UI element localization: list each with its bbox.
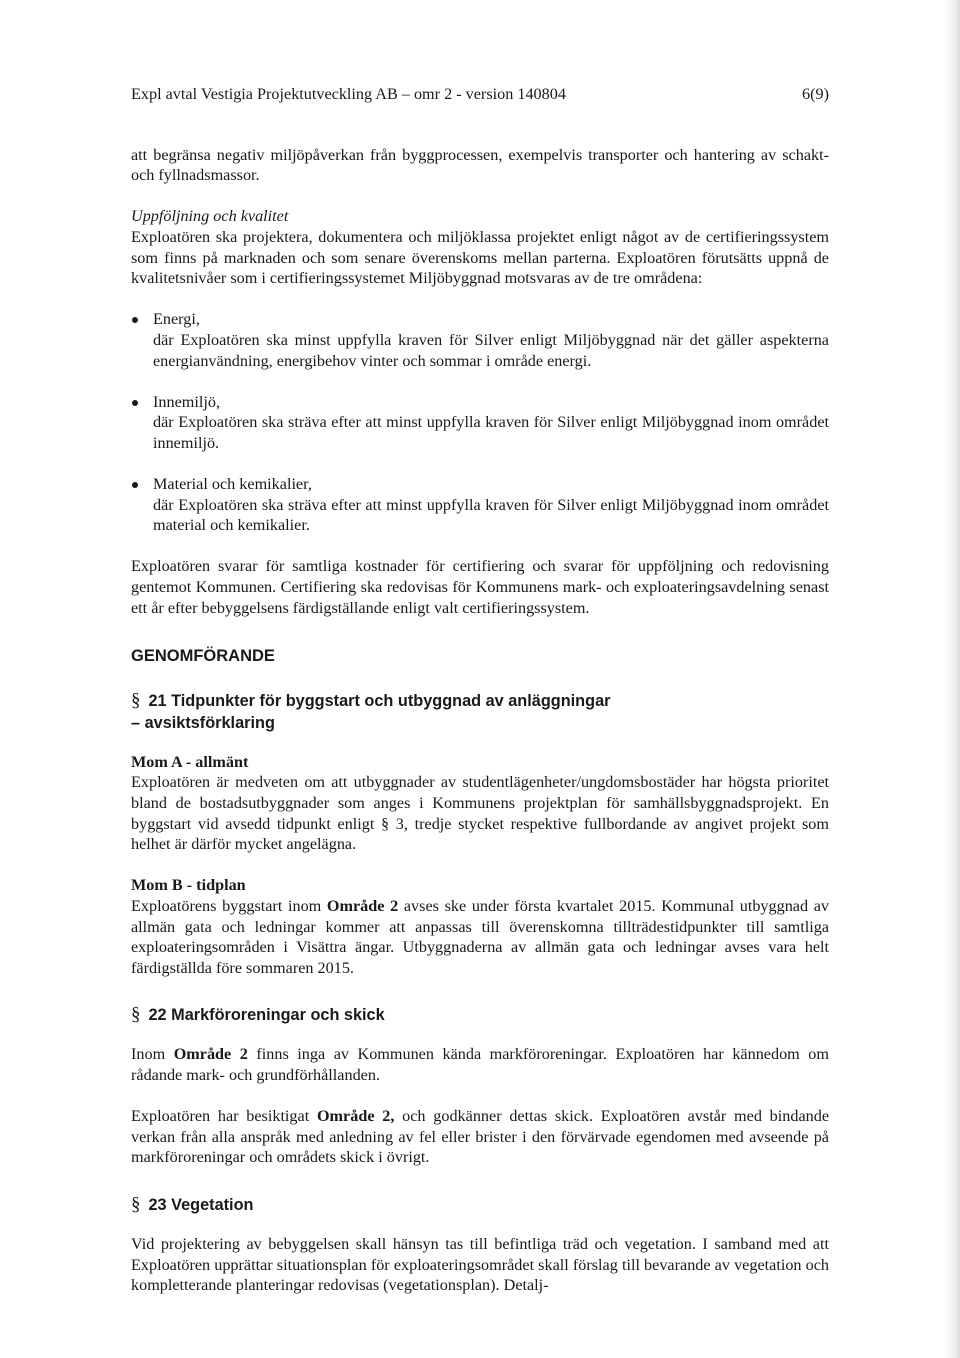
section-23-heading bbox=[131, 1194, 829, 1216]
document-page bbox=[131, 84, 829, 1296]
s22-p2-start: Exploatören har besiktigat bbox=[131, 1107, 317, 1126]
section-21-heading bbox=[131, 690, 829, 734]
list-item-title: Material och kemikalier, bbox=[153, 475, 312, 494]
mom-b-area-name: Område 2 bbox=[326, 897, 399, 915]
section-21-title: 21 Tidpunkter för byggstart och utbyggnad av anläggningar bbox=[148, 691, 611, 710]
section-22-heading bbox=[131, 1004, 829, 1026]
mom-a-heading: Mom A - allmänt bbox=[131, 752, 249, 771]
s22-p2-end: och godkänner dettas skick. Exploatören avstår med bindande verkan från alla anspråk med anledning av fel eller brister i den förvärvade egendomen med avseende på markföroreningar och områdets skick i övrigt. bbox=[131, 1107, 830, 1167]
list-item-text: där Exploatören ska minst uppfylla kraven för Silver enligt Miljöbyggnad när det gäller aspekterna energianvändning, energibehov vinter och sommar i område energi. bbox=[153, 330, 829, 370]
intro-paragraph: att begränsa negativ miljöpåverkan från byggprocessen, exempelvis transporter och hantering av schakt- och fyllnadsmassor. bbox=[131, 145, 829, 185]
paragraph-sign-icon: § bbox=[131, 1193, 141, 1215]
list-item bbox=[131, 392, 829, 454]
section-22-paragraph-2 bbox=[131, 1106, 829, 1168]
uppfoljning-heading: Uppföljning och kvalitet bbox=[131, 207, 289, 226]
mom-b-text-start: Exploatörens byggstart inom bbox=[131, 897, 327, 915]
uppfoljning-paragraph: Exploatören ska projektera, dokumentera och miljöklassa projektet enligt något av de certifieringssystem som finns på marknaden och som senare överenskoms mellan parterna. Exploatören förutsätts uppnå de kvalitetsnivåer som i certifieringssystemet Miljöbyggnad motsvaras av de tre områdena: bbox=[131, 227, 829, 288]
page-header bbox=[131, 84, 829, 105]
list-item bbox=[131, 309, 829, 371]
list-item bbox=[131, 474, 829, 536]
paragraph-sign-icon: § bbox=[131, 1004, 141, 1026]
section-23-paragraph: Vid projektering av bebyggelsen skall hänsyn tas till befintliga träd och vegetation. I samband med att Exploatören upprättar situationsplan för exploateringsområdet skall förslag till bevarande av vegetation och kompletterande planteringar redovisas (vegetationsplan). Detalj- bbox=[131, 1234, 829, 1295]
section-23-title: 23 Vegetation bbox=[148, 1195, 254, 1214]
page-number: 6(9) bbox=[802, 85, 829, 103]
list-item-text: där Exploatören ska sträva efter att minst uppfylla kraven för Silver enligt Miljöbyggnad inom området material och kemikalier. bbox=[153, 495, 829, 535]
mom-b-text-end: avses ske under första kvartalet 2015. Kommunal utbyggnad av allmän gata och ledningar kommer att anpassas till överenskomna tillträdestidpunkter till samtliga exploateringsområden i Visättra ängar. Utbyggnaderna av allmän gata och ledningar avses vara helt färdigställda före sommaren 2015. bbox=[131, 897, 829, 977]
section-22-title: 22 Markföroreningar och skick bbox=[148, 1006, 385, 1025]
kostnader-paragraph: Exploatören svarar för samtliga kostnader för certifiering och svarar för uppföljning och redovisning gentemot Kommunen. Certifiering ska redovisas för Kommunens mark- och exploateringsavdelning senast ett år efter bebyggelsens färdigställande enligt valt certifieringssystem. bbox=[131, 557, 829, 617]
mom-b-heading: Mom B - tidplan bbox=[131, 876, 246, 895]
bullet-icon bbox=[132, 400, 138, 406]
page-edge-shadow bbox=[944, 0, 960, 1358]
list-item-title: Innemiljö, bbox=[153, 392, 220, 411]
list-item-title: Energi, bbox=[153, 310, 200, 329]
list-item-text: där Exploatören ska sträva efter att minst uppfylla kraven för Silver enligt Miljöbyggnad inom området innemiljö. bbox=[153, 413, 829, 452]
s22-p1-area-name: Område 2 bbox=[173, 1045, 248, 1064]
s22-p2-area-name: Område 2, bbox=[316, 1107, 395, 1126]
mom-b-paragraph bbox=[131, 896, 829, 978]
s22-p1-start: Inom bbox=[131, 1045, 174, 1064]
section-22-paragraph-1 bbox=[131, 1044, 829, 1085]
s22-p1-end: finns inga av Kommunen kända markföroreningar. Exploatören har kännedom om rådande mark- och grundförhållanden. bbox=[131, 1045, 829, 1084]
bullet-icon bbox=[132, 317, 138, 323]
mom-a-paragraph: Exploatören är medveten om att utbyggnader av studentlägenheter/ungdomsbostäder har högsta prioritet bland de bostadsutbyggnader som anges i Kommunens projektplan för samhällsbyggnadsprojekt. En byggstart vid avsedd tidpunkt enligt § 3, tredje stycket respektive fullbordande av angivet projekt som helhet är därför mycket angelägna. bbox=[131, 773, 829, 854]
section-21-subtitle: – avsiktsförklaring bbox=[131, 713, 275, 732]
header-title: Expl avtal Vestigia Projektutveckling AB – omr 2 - version 140804 bbox=[131, 85, 566, 103]
paragraph-sign-icon: § bbox=[131, 689, 141, 711]
section-title-genomforande: GENOMFÖRANDE bbox=[131, 647, 275, 666]
criteria-list bbox=[131, 309, 829, 536]
bullet-icon bbox=[132, 482, 138, 488]
